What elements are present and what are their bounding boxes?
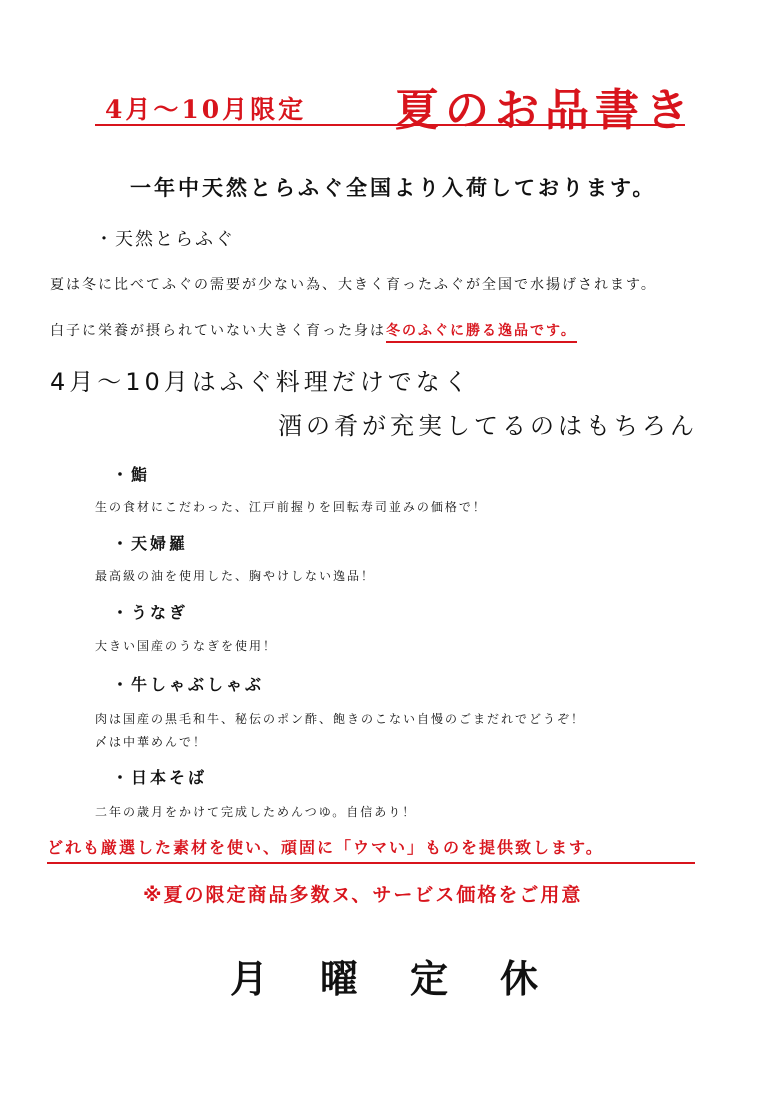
menu-item-shabushabu: ・牛しゃぶしゃぶ — [112, 675, 265, 694]
menu-item-soba-desc: 二年の歳月をかけて完成しためんつゆ。自信あり！ — [95, 805, 417, 819]
menu-item-shabushabu-desc: 肉は国産の黒毛和牛、秘伝のポン酢、飽きのこない自慢のごまだれでどうぞ！ — [95, 712, 586, 726]
menu-item-soba: ・日本そば — [112, 768, 208, 787]
intro-paragraph-1: 夏は冬に比べてふぐの需要が少ない為、大きく育ったふぐが全国で水揚げされます。 — [50, 277, 657, 293]
intro-paragraph-2-text: 白子に栄養が摂られていない大きく育った身は — [50, 323, 386, 339]
limited-note: ※夏の限定商品多数ヌ、サービス価格をご用意 — [143, 884, 583, 906]
menu-item-sushi-desc: 生の食材にこだわった、江戸前握りを回転寿司並みの価格で！ — [95, 500, 487, 514]
menu-item-unagi: ・うなぎ — [112, 603, 189, 622]
bullet-torafugu: ・天然とらふぐ — [95, 229, 235, 250]
headline-line-1: 4月～10月はふぐ料理だけでなく — [50, 368, 472, 396]
intro-highlight: 冬のふぐに勝る逸品です。 — [386, 323, 577, 343]
closed-day: 月曜定休 — [230, 956, 591, 1001]
intro-paragraph-2 — [50, 320, 577, 340]
menu-item-shabushabu-desc-2: 〆は中華めんで！ — [95, 735, 208, 749]
title-main: 夏のお品書き — [395, 85, 695, 136]
closing-statement: どれも厳選した素材を使い、頑固に「ウマい」ものを提供致します。 — [47, 835, 695, 864]
title-period: 4月～10月限定 — [105, 95, 307, 124]
menu-item-tempura: ・天婦羅 — [112, 534, 189, 553]
headline-line-2: 酒の肴が充実してるのはもちろん — [278, 412, 698, 440]
menu-item-tempura-desc: 最高級の油を使用した、胸やけしない逸品！ — [95, 569, 376, 583]
menu-item-sushi: ・鮨 — [112, 465, 151, 484]
page-title — [95, 72, 695, 136]
intro-lead: 一年中天然とらふぐ全国より入荷しております。 — [130, 176, 657, 200]
menu-item-unagi-desc: 大きい国産のうなぎを使用！ — [95, 639, 278, 653]
